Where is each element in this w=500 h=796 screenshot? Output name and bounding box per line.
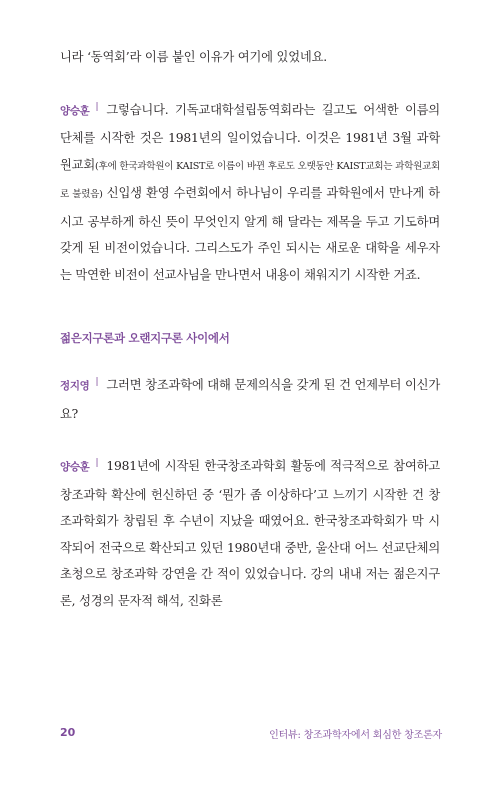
speaker-name: 양승훈 — [60, 104, 90, 117]
question-paragraph — [60, 372, 440, 427]
running-title: 인터뷰: 창조과학자에서 회심한 창조론자 — [269, 730, 442, 741]
speaker-separator: | — [95, 101, 99, 112]
answer-text: 1981년에 시작된 한국창조과학회 활동에 적극적으로 참여하고 창조과학 확산에 헌신하던 중 ‘뭔가 좀 이상하다’고 느끼기 시작한 건 창조과학회가 창립된 후 수년이 지났을 때였어요. 한국창조과학회가 막 시작되어 전국으로 확산되고 있던 1980년대 중반, 울산대 어느 선교단체의 초청으로 창조과학 강연을 간 적이 있었습니다. 강의 내내 저는 젊은지구론, 성경의 문자적 해석, 진화론 — [60, 459, 440, 608]
answer-text-continued: 신입생 환영 수련회에서 하나님이 우리를 과학원에서 만나게 하시고 공부하게 하신 뜻이 무엇인지 알게 해 달라는 제목을 두고 기도하며 갖게 된 비전이었습니다. 그리스도가 주인 되시는 새로운 대학을 세우자는 막연한 비전이 선교사님을 만나면서 내용이 채워지기 시작한 거죠. — [60, 186, 440, 282]
intro-paragraph — [60, 44, 440, 71]
question-text: 그러면 창조과학에 대해 문제의식을 갖게 된 건 언제부터 이신가요? — [60, 378, 440, 421]
page-footer — [60, 726, 442, 742]
answer-text: 그렇습니다. 기독교대학설립동역회라는 길고도 어색한 이름의 단체를 시작한 것은 1981년의 일이었습니다. 이것은 1981년 3월 과학원교회 — [60, 102, 440, 172]
speaker-separator: | — [95, 377, 99, 387]
section-heading: 젊은지구론과 오랜지구론 사이에서 — [60, 331, 230, 345]
intro-text: 니라 ‘동역회’라 이름 붙인 이유가 여기에 있었네요. — [60, 50, 327, 64]
answer-paragraph-1 — [60, 97, 440, 289]
speaker-name: 정지영 — [60, 380, 90, 392]
speaker-name: 양승훈 — [60, 461, 90, 473]
speaker-separator: | — [95, 458, 99, 468]
page-body — [60, 44, 440, 614]
page-number: 20 — [60, 726, 76, 739]
parenthetical-note: (후에 한국과학원이 KAIST로 이름이 바뀐 후로도 오랫동안 KAIST교회는 과학원교회로 불렸음) — [60, 160, 440, 200]
answer-paragraph-2 — [60, 453, 440, 614]
